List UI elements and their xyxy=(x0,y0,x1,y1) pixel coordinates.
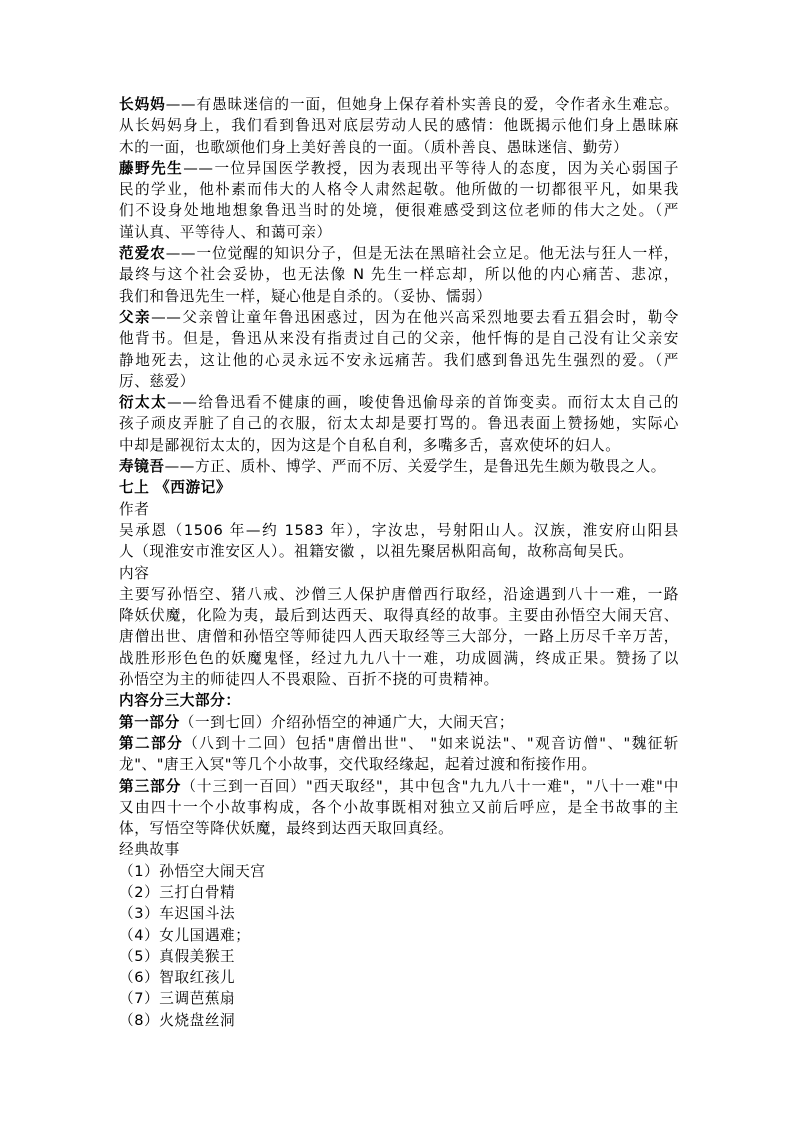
paragraph-line xyxy=(119,307,679,328)
part-label: 第二部分 xyxy=(119,734,184,752)
paragraph-text: ——一位异国医学教授，因为表现出平等待人的态度，因为关心弱国子 xyxy=(183,159,679,177)
paragraph-text: ——给鲁迅看不健康的画，唆使鲁迅偷母亲的首饰变卖。而衍太太自己的 xyxy=(167,394,679,412)
paragraph-line: 龙"、"唐王入冥"等几个小故事，交代取经缘起，起着过渡和衔接作用。 xyxy=(119,756,597,774)
paragraph-line: 孙悟空为主的师徒四人不畏艰险、百折不挠的可贵精神。 xyxy=(119,671,499,689)
character-name: 衍太太 xyxy=(119,394,168,412)
paragraph-line xyxy=(119,456,679,477)
story-item: （8）火烧盘丝洞 xyxy=(119,1011,236,1029)
paragraph-line xyxy=(119,243,679,264)
author-heading: 作者 xyxy=(119,500,150,518)
book-title: 七上 《西游记》 xyxy=(119,479,232,497)
paragraph-line xyxy=(119,733,679,754)
paragraph-line: 又由四十一个小故事构成，各个小故事既相对独立又前后呼应，是全书故事的主 xyxy=(119,798,679,816)
paragraph-text: （八到十二回）包括"唐僧出世"、 "如来说法"、"观音访僧"、"魏征斩 xyxy=(183,734,679,752)
paragraph-line xyxy=(119,712,679,733)
paragraph-line xyxy=(119,94,679,115)
paragraph-line: 他背书。但是，鲁迅从来没有指责过自己的父亲，他忏悔的是自己没有让父亲安 xyxy=(119,330,679,348)
paragraph-text: ——方正、质朴、博学、严而不厉、关爱学生，是鲁迅先生颇为敬畏之人。 xyxy=(164,458,666,476)
paragraph-line xyxy=(119,392,679,413)
content-heading: 内容 xyxy=(119,564,150,582)
paragraph-text: （一到七回）介绍孙悟空的神通广大，大闹天宫； xyxy=(179,713,515,731)
paragraph-line: 们不设身处地地想象鲁迅当时的处境，便很难感受到这位老师的伟大之处。（严 xyxy=(119,202,679,220)
character-name: 寿镜吾 xyxy=(119,458,165,476)
paragraph-line: 我们和鲁迅先生一样，疑心他是自杀的。（妥协、懦弱） xyxy=(119,287,492,305)
paragraph-line: 谨认真、平等待人、和蔼可亲） xyxy=(119,223,332,241)
paragraph-text: ——有愚昧迷信的一面，但她身上保存着朴实善良的爱，令作者永生难忘。 xyxy=(165,96,679,113)
story-item: （6）智取红孩儿 xyxy=(119,969,236,987)
story-item: （2）三打白骨精 xyxy=(119,883,236,901)
paragraph-line: 中却是鄙视衍太太的，因为这是个自私自利，多嘴多舌，喜欢使坏的妇人。 xyxy=(119,436,621,454)
story-item: （5）真假美猴王 xyxy=(119,947,236,965)
story-item: （1）孙悟空大闹天宫 xyxy=(119,862,266,880)
paragraph-line: 降妖伏魔，化险为夷，最后到达西天、取得真经的故事。主要由孙悟空大闹天宫、 xyxy=(119,607,679,625)
paragraph-line: 厉、慈爱） xyxy=(119,372,195,390)
character-name: 藤野先生 xyxy=(119,159,184,177)
character-name: 范爱农 xyxy=(119,245,166,263)
part-label: 第一部分 xyxy=(119,713,180,731)
paragraph-line: 民的学业，他朴素而伟大的人格令人肃然起敬。他所做的一切都很平凡，如果我 xyxy=(119,181,679,199)
paragraph-line xyxy=(119,776,679,797)
part-label: 第三部分 xyxy=(119,777,182,795)
story-item: （7）三调芭蕉扇 xyxy=(119,990,236,1008)
paragraph-text: （十三到一百回）"西天取经"，其中包含"九九八十一难"，"八十一难"中 xyxy=(181,777,679,795)
paragraph-text: ——父亲曾让童年鲁迅困惑过，因为在他兴高采烈地要去看五猖会时，勒令 xyxy=(151,308,679,326)
paragraph-line: 人（现淮安市淮安区人）。祖籍安徽 ，以祖先聚居枞阳高甸，故称高甸吴氏。 xyxy=(119,543,634,561)
paragraph-line: 体，写悟空等降伏妖魔，最终到达西天取回真经。 xyxy=(119,820,454,838)
parts-heading: 内容分三大部分： xyxy=(119,692,241,710)
character-name: 长妈妈 xyxy=(119,96,166,113)
character-name: 父亲 xyxy=(119,308,152,326)
stories-heading: 经典故事 xyxy=(119,841,180,859)
paragraph-line: 吴承恩（1506 年—约 1583 年），字汝忠，号射阳山人。汉族，淮安府山阳县 xyxy=(119,521,679,539)
paragraph-line: 战胜形形色色的妖魔鬼怪，经过九九八十一难，功成圆满，终成正果。赞扬了以 xyxy=(119,649,679,667)
paragraph-line: 静地死去，这让他的心灵永远不安永远痛苦。我们感到鲁迅先生强烈的爱。（严 xyxy=(119,351,679,369)
story-item: （4）女儿国遇难； xyxy=(119,926,251,944)
paragraph-text: ——一位觉醒的知识分子，但是无法在黑暗社会立足。他无法与狂人一样， xyxy=(165,245,679,263)
paragraph-line: 主要写孙悟空、猪八戒、沙僧三人保护唐僧西行取经，沿途遇到八十一难，一路 xyxy=(119,585,679,603)
paragraph-line: 唐僧出世、唐僧和孙悟空等师徒四人西天取经等三大部分，一路上历尽千辛万苦， xyxy=(119,628,679,646)
paragraph-line: 木的一面，也歌颂他们身上美好善良的一面。（质朴善良、愚昧迷信、勤劳） xyxy=(119,138,629,156)
paragraph-line: 最终与这个社会妥协，也无法像 N 先生一样忘却，所以他的内心痛苦、悲凉， xyxy=(119,266,679,284)
paragraph-line: 孩子顽皮弄脏了自己的衣服，衍太太却是要打骂的。鲁迅表面上赞扬她，实际心 xyxy=(119,415,679,433)
paragraph-line: 从长妈妈身上，我们看到鲁迅对底层劳动人民的感情：他既揭示他们身上愚昧麻 xyxy=(119,117,679,135)
paragraph-line xyxy=(119,158,679,179)
document-page xyxy=(119,94,679,1031)
story-item: （3）车迟国斗法 xyxy=(119,905,236,923)
